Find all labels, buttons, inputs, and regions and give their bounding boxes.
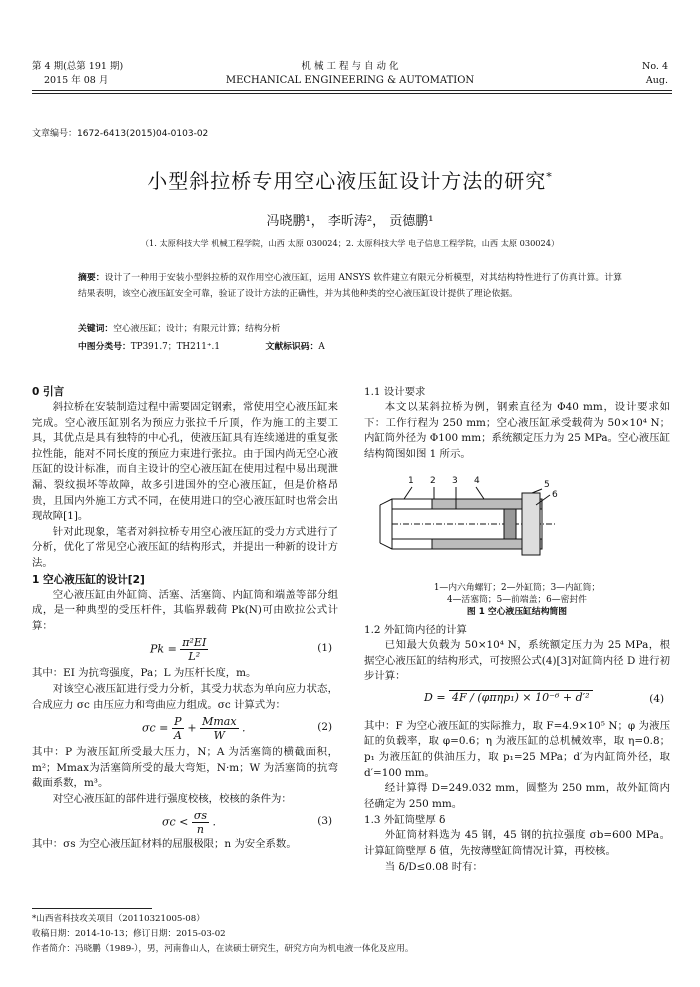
section-1-3-paragraph: 外缸筒材料选为 45 钢，45 钢的抗拉强度 σb=600 MPa。计算缸筒壁厚 δ 值，先按薄壁缸筒情况计算，再校核。 bbox=[364, 829, 670, 857]
fig-label-1: 1 bbox=[408, 476, 414, 486]
equation-2: σc = $\frac{P}{A}$ + $\frac{Mmax}{W}$ . (2) bbox=[142, 715, 332, 743]
eq1-fraction bbox=[180, 636, 208, 663]
keywords-text: 空心液压缸；设计；有限元计算；结构分析 bbox=[113, 324, 281, 334]
title-text: 小型斜拉桥专用空心液压缸设计方法的研究 bbox=[147, 169, 547, 193]
footnote-author: 作者简介：冯晓鹏（1989-），男，河南鲁山人，在读硕士研究生，研究方向为机电液一体化及应用。 bbox=[32, 944, 414, 954]
authors: 冯晓鹏¹， 李昕涛²， 贡德鹏¹ bbox=[266, 214, 434, 229]
section-0-paragraph-1: 斜拉桥在安装制造过程中需要固定钢索，常使用空心液压缸来完成。空心液压缸别名为预应力张拉千斤顶，作为施工的主要工具，其优点是具有独特的中心孔，使液压缸具有连续递进的重复张拉性能，能对不同长度的预应力束进行张拉。由于国内尚无空心液压缸的设计标准，而自主设计的空心液压缸在使用过程中易出现泄漏、裂纹损坏等故障，故多引进国外的空心液压缸，但是价格昂贵，且国内外施工方式不同，在使用进口的空心液压缸时也常会出现故障[1]。 bbox=[32, 401, 338, 523]
article-number: 文章编号：1672-6413(2015)04-0103-02 bbox=[32, 129, 209, 139]
classification bbox=[78, 340, 622, 354]
journal-no: No. 4 bbox=[642, 61, 668, 72]
keywords-label: 关键词： bbox=[78, 324, 114, 334]
check-paragraph: 对空心液压缸的部件进行强度校核，校核的条件为： bbox=[52, 792, 292, 805]
eq4-explanation: 其中：F 为空心液压缸的实际推力，取 F=4.9×10⁵ N；φ 为液压缸的负载率，取 φ=0.6；η 为液压缸的总机械效率，取 η=0.8；p₁ 为液压缸的供油压力，取 p₁=25 MPa；d′为内缸筒外径，取 d′=100 mm。 bbox=[364, 719, 670, 779]
eq2-explanation: 其中：P 为液压缸所受最大压力，N；A 为活塞筒的横截面积，m²；Mmax为活塞筒所受的最大弯矩，N·m；W 为活塞筒的抗弯截面系数，m³。 bbox=[32, 746, 338, 790]
eq3-number: (3) bbox=[317, 815, 332, 828]
equation-4 bbox=[364, 685, 670, 719]
section-0-paragraph-2: 针对此现象，笔者对斜拉桥专用空心液压缸的受力方式进行了分析，优化了常见空心液压缸的结构形式，并提出一种新的设计方法。 bbox=[32, 525, 338, 569]
section-1-title: 1 空心液压缸的设计[2] bbox=[32, 573, 145, 586]
eq2-b-numerator: Mmax bbox=[202, 715, 237, 729]
header-rule-1 bbox=[32, 90, 672, 91]
right-column bbox=[364, 384, 670, 462]
eq1-numerator: π²EI bbox=[182, 636, 207, 650]
eq1-lhs: Pk = bbox=[150, 642, 177, 656]
journal-title-en: MECHANICAL ENGINEERING & AUTOMATION bbox=[225, 75, 475, 86]
affiliations: （1. 太原科技大学 机械工程学院，山西 太原 030024；2. 太原科技大学 电子信息工程学院，山西 太原 030024） bbox=[140, 238, 560, 248]
eq2-b-denominator: W bbox=[213, 729, 225, 743]
eq3-denominator: n bbox=[196, 823, 205, 837]
doc-code-label: 文献标识码： bbox=[265, 342, 319, 352]
fig-label-4: 4 bbox=[474, 476, 480, 486]
journal-title-cn: 机 械 工 程 与 自 动 化 bbox=[301, 61, 399, 72]
footnote-dates: 收稿日期：2014-10-13；修订日期：2015-03-02 bbox=[32, 929, 226, 939]
left-column bbox=[32, 384, 338, 853]
abstract-text: 设计了一种用于安装小型斜拉桥的双作用空心液压缸，运用 ANSYS 软件建立有限元分析模型，对其结构特性进行了仿真计算。计算结果表明，该空心液压缸安全可靠，验证了设计方法的正确性，并为其他种类的空心液压缸设计提供了理论依据。 bbox=[78, 273, 622, 299]
figure-1-legend-line-1: 1—内六角螺钉；2—外缸筒；3—内缸筒； bbox=[433, 583, 601, 593]
keywords bbox=[78, 322, 622, 336]
eq1-explanation: 其中：EI 为抗弯强度，Pa；L 为压杆长度，m。 bbox=[32, 667, 257, 680]
eq3-numerator: σs bbox=[193, 809, 208, 823]
issue-number: 第 4 期(总第 191 期) bbox=[32, 61, 124, 72]
section-1-1-paragraph: 本文以某斜拉桥为例，钢索直径为 Φ40 mm，设计要求如下：工作行程为 250 mm；空心液压缸承受载荷为 50×10⁴ N；内缸筒外径为 Φ100 mm；系统额定压力为 25 MPa。空心液压缸结构简图如图 1 所示。 bbox=[364, 401, 670, 460]
journal-month: Aug. bbox=[645, 75, 668, 86]
eq2-number: (2) bbox=[317, 721, 332, 734]
abstract-label: 摘要： bbox=[78, 273, 105, 283]
section-1-1-title: 1.1 设计要求 bbox=[364, 386, 426, 398]
eq1-number: (1) bbox=[317, 642, 332, 655]
stress-paragraph: 对该空心液压缸进行受力分析，其受力状态为单向应力状态，合成应力 σc 由压应力和弯曲应力组成。σc 计算式为： bbox=[32, 682, 338, 711]
clc-label: 中图分类号： bbox=[78, 342, 131, 352]
figure-1-caption: 图 1 空心液压缸结构简图 bbox=[466, 607, 568, 617]
section-1-3-condition: 当 δ/D≤0.08 时有： bbox=[384, 860, 483, 873]
eq3-explanation: 其中：σs 为空心液压缸材料的屈服极限；n 为安全系数。 bbox=[32, 838, 297, 851]
eq2-fraction-a bbox=[172, 715, 184, 742]
eq2-a-numerator: P bbox=[172, 715, 184, 729]
eq3-lhs: σc < bbox=[162, 815, 189, 829]
fig-label-2: 2 bbox=[430, 476, 436, 486]
clc-value: TP391.7；TH211⁺.1 bbox=[130, 342, 220, 352]
eq4-number: (4) bbox=[649, 692, 664, 705]
figure-1-diagram bbox=[372, 469, 572, 579]
equation-1 bbox=[32, 634, 338, 666]
eq2-lhs: σc = bbox=[142, 721, 169, 735]
figure-1-legend-line-2: 4—活塞筒；5—前端盖；6—密封件 bbox=[447, 595, 587, 605]
footnotes bbox=[32, 912, 672, 957]
section-0-title: 0 引言 bbox=[32, 386, 65, 398]
footnote-fund: *山西省科技攻关项目（20110321005-08） bbox=[32, 914, 205, 924]
equation-3: σc < $\frac{\sigma s}{n}$ . (3) bbox=[162, 809, 332, 837]
paper-title bbox=[0, 165, 700, 194]
footnote-rule bbox=[32, 908, 152, 909]
doc-code-value: A bbox=[318, 342, 325, 352]
right-column-lower bbox=[364, 622, 670, 875]
abstract bbox=[78, 270, 622, 302]
eq2-a-denominator: A bbox=[173, 729, 182, 743]
header-rule-2 bbox=[32, 93, 672, 94]
section-1-3-title: 1.3 外缸筒壁厚 δ bbox=[364, 814, 446, 827]
eq3-fraction bbox=[192, 809, 209, 836]
eq2-fraction-b bbox=[200, 715, 238, 742]
fig-label-5: 5 bbox=[544, 480, 550, 490]
fig-label-6: 6 bbox=[552, 490, 558, 500]
diameter-result: 经计算得 D=249.032 mm，圆整为 250 mm，故外缸筒内径确定为 250 mm。 bbox=[364, 782, 670, 810]
fig-label-3: 3 bbox=[452, 476, 458, 486]
section-1-2-title: 1.2 外缸筒内径的计算 bbox=[364, 624, 467, 636]
title-footnote-mark: * bbox=[546, 170, 553, 184]
issue-date: 2015 年 08 月 bbox=[44, 75, 109, 86]
section-1-paragraph-1: 空心液压缸由外缸筒、活塞、活塞筒、内缸筒和端盖等部分组成，是一种典型的受压杆件，其临界载荷 Pk(N)可由欧拉公式计算： bbox=[32, 588, 338, 632]
eq4-radicand: 4F / (φπηp₁) × 10⁻⁶ + d′² bbox=[449, 690, 592, 704]
eq4-lhs: D = bbox=[424, 690, 446, 704]
eq1-denominator: L² bbox=[188, 650, 201, 664]
section-1-2-paragraph: 已知最大负载为 50×10⁴ N，系统额定压力为 25 MPa，根据空心液压缸的结构形式，可按照公式(4)[3]对缸筒内径 D 进行初步计算： bbox=[364, 639, 670, 683]
